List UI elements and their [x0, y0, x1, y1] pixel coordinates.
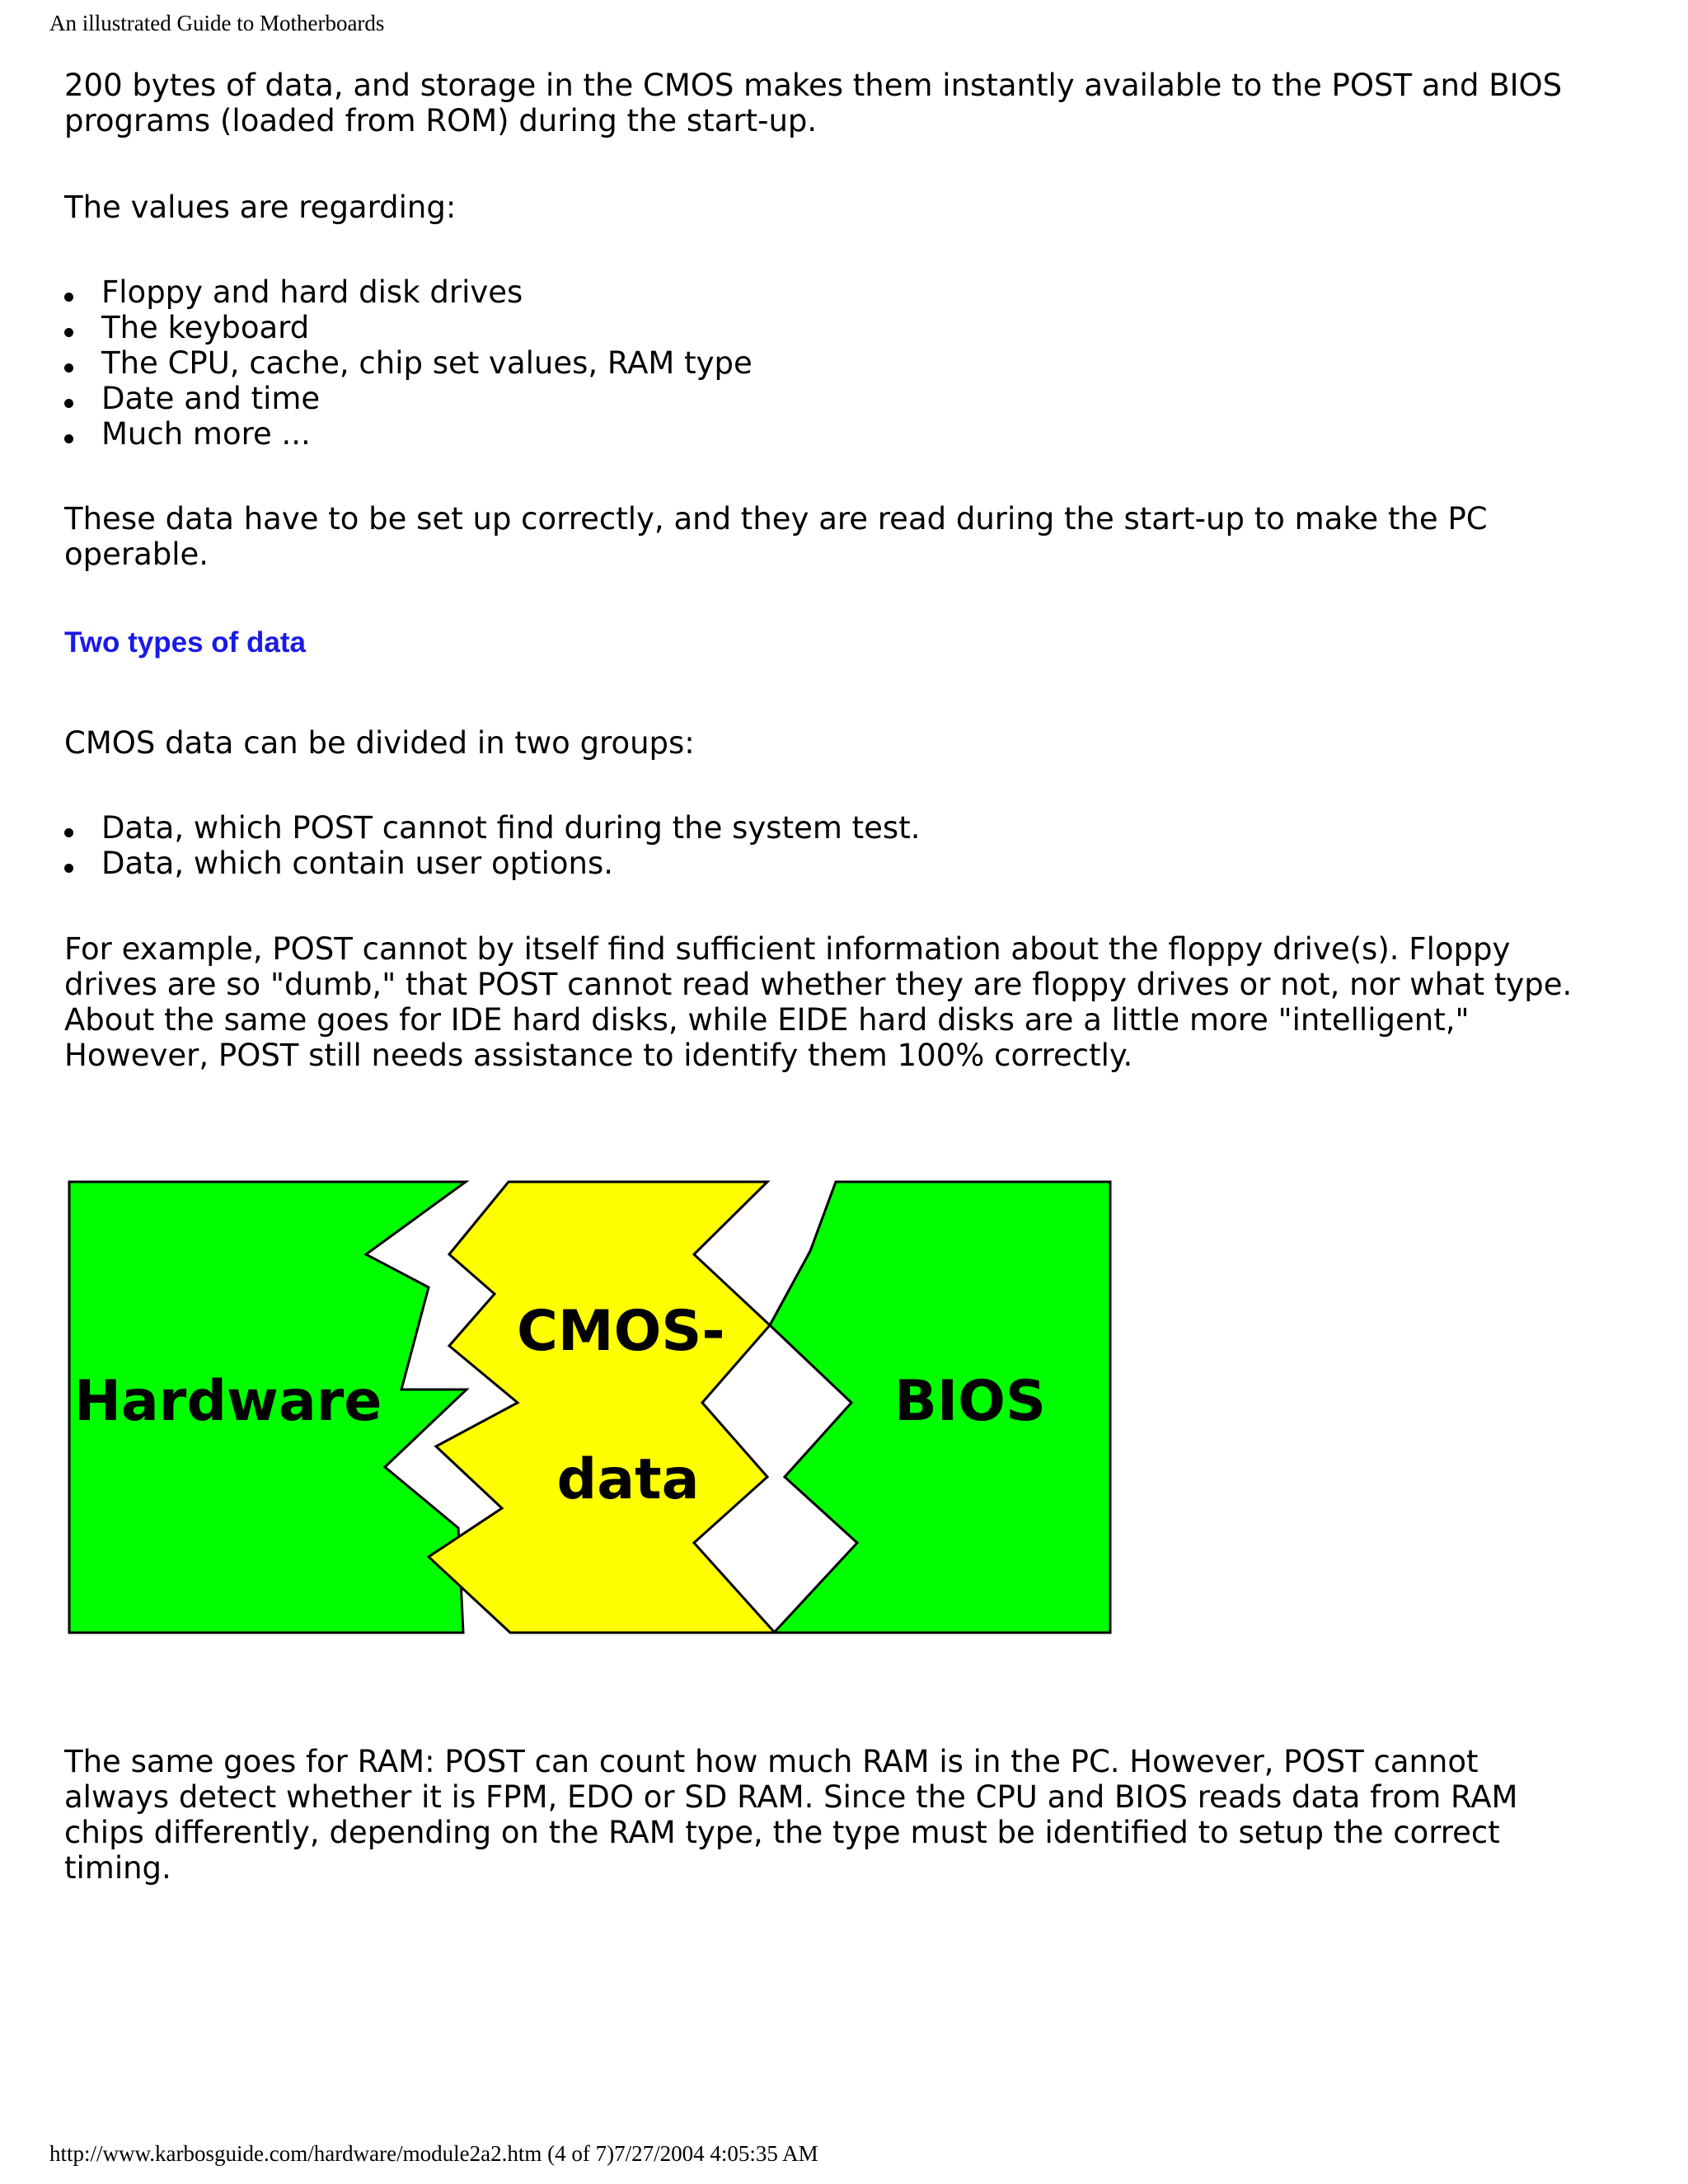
list-item-text: Much more ...: [101, 416, 311, 452]
list-item: [64, 810, 920, 846]
list-item-text: The CPU, cache, chip set values, RAM type: [101, 345, 753, 381]
paragraph-ram: The same goes for RAM: POST can count how much RAM is in the PC. However, POST cannot always detect whether it is FPM, EDO or SD RAM. Since the CPU and BIOS reads data from RAM chips differently, depending on the RAM type, the type must be identified to setup the correct timing.: [64, 1744, 1518, 1886]
paragraph-setup: These data have to be set up correctly, and they are read during the start-up to make the PC operable.: [64, 501, 1488, 572]
bullet-icon: [64, 434, 73, 443]
paragraph-cmos-storage: 200 bytes of data, and storage in the CMOS makes them instantly available to the POST and BIOS programs (loaded from ROM) during the start-up.: [64, 68, 1563, 138]
list-item: [64, 416, 753, 452]
list-item-text: Floppy and hard disk drives: [101, 274, 523, 310]
list-item: [64, 345, 753, 381]
bullet-icon: [64, 864, 73, 873]
list-item: [64, 310, 753, 345]
list-item: [64, 274, 753, 310]
cmos-data-block: [429, 1182, 775, 1633]
list-item-text: The keyboard: [101, 310, 310, 345]
section-heading: Two types of data: [64, 626, 306, 658]
list-item: [64, 381, 753, 416]
groups-list: [64, 810, 920, 881]
bios-label: BIOS: [894, 1369, 1046, 1434]
values-list: [64, 274, 753, 452]
bullet-icon: [64, 293, 73, 302]
list-item: [64, 846, 920, 881]
bullet-icon: [64, 828, 73, 837]
list-item-text: Date and time: [101, 381, 321, 416]
list-item-text: Data, which POST cannot find during the system test.: [101, 810, 921, 846]
paragraph-floppy-example: For example, POST cannot by itself find sufficient information about the floppy drive(s). Floppy drives are so "dumb," that POST cannot read whether they are floppy drives or not, nor what type. About the same goes for IDE hard disks, while EIDE hard disks are a little more "intelligent," However, POST still needs assistance to identify them 100% correctly.: [64, 931, 1573, 1073]
paragraph-values-intro: The values are regarding:: [64, 190, 457, 225]
bullet-icon: [64, 399, 73, 408]
cmos-label: CMOS-: [517, 1299, 725, 1364]
running-footer: http://www.karbosguide.com/hardware/module2a2.htm (4 of 7)7/27/2004 4:05:35 AM: [49, 2141, 818, 2166]
bullet-icon: [64, 328, 73, 337]
bullet-icon: [64, 363, 73, 373]
paragraph-two-groups: CMOS data can be divided in two groups:: [64, 725, 695, 761]
running-header: An illustrated Guide to Motherboards: [49, 11, 385, 35]
data-label: data: [556, 1447, 700, 1512]
cmos-diagram: [68, 1179, 1114, 1640]
hardware-label: Hardware: [74, 1369, 382, 1434]
list-item-text: Data, which contain user options.: [101, 846, 614, 881]
